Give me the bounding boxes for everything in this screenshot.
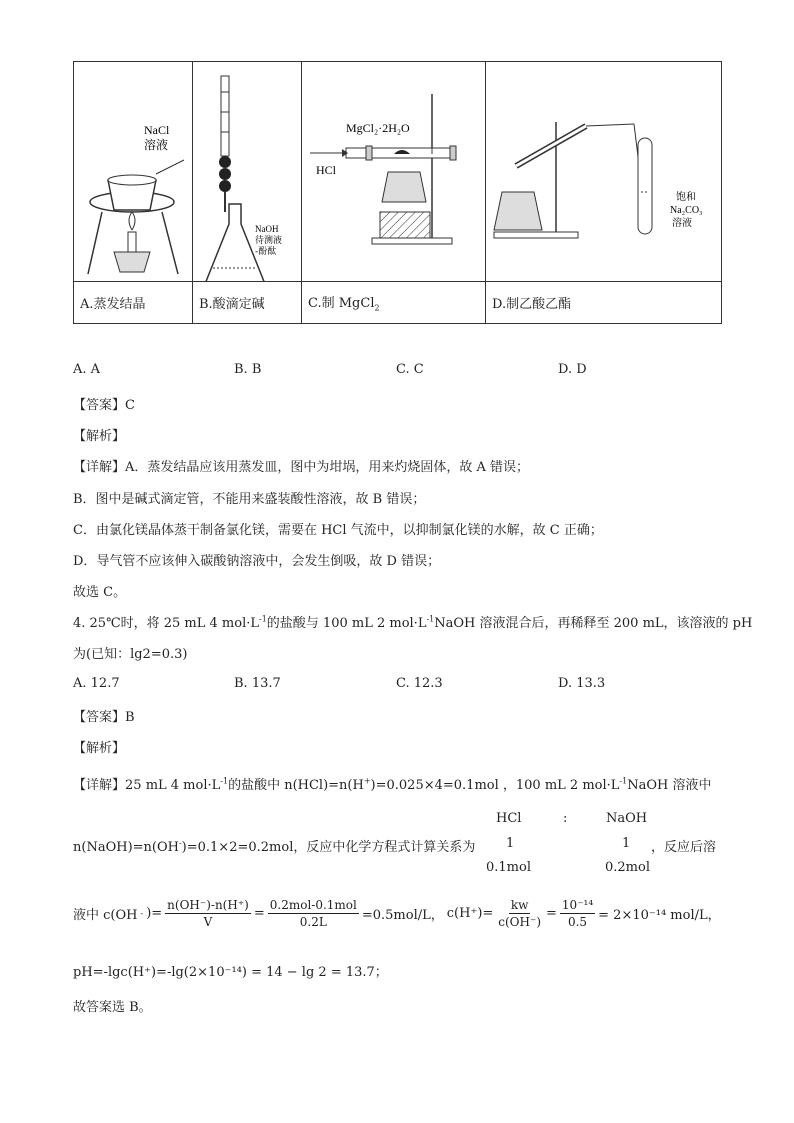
label-saturated: 饱和 [676, 192, 696, 203]
label-nacl: NaCl [144, 123, 170, 137]
ester-figure [486, 62, 722, 281]
figure-c-cell [302, 62, 486, 282]
label-sample: 待测液 [255, 236, 283, 246]
q4-conclusion: 故答案选 B。 [73, 1000, 152, 1015]
figure-b-cell [193, 62, 302, 282]
q4-detail-2-tail: ，反应后溶 [651, 840, 717, 855]
ratio-colon: : [563, 811, 568, 826]
q4-ph-line: pH=-lgc(H⁺)=-lg(2×10⁻¹⁴) = 14 − lg 2 = 13.7； [73, 965, 388, 980]
mgcl2-figure [302, 62, 486, 281]
q4-answer: 【答案】B [73, 710, 135, 725]
q4-option-d: D. 13.3 [558, 676, 606, 691]
label-a: A.蒸发结晶 [74, 282, 193, 324]
fraction-3: $\frac{kw}{c(OH^-)}$ [498, 898, 542, 929]
q4-stem: 4. 25℃时，将 25 mL 4 $mol\cdot L^{-1}$的盐酸与 100 mL 2 $mol\cdot L^{-1}NaOH$ 溶液混合后，再稀释至 200 mL，该溶液的 pH [73, 614, 753, 631]
q3-option-c: C. C [396, 362, 424, 377]
fraction-2: $\frac{\text{0.2mol-0.1mol}}{0.2L}$ [269, 898, 357, 929]
q3-option-d: D. D [558, 362, 587, 377]
titration-figure [193, 62, 302, 281]
fraction-4: $\frac{\text{10⁻¹⁴}}{0.5}$ [561, 898, 594, 929]
q3-detail-d: D．导气管不应该伸入碳酸钠溶液中，会发生倒吸，故 D 错误； [73, 554, 441, 569]
ratio-naoh-mol: 0.2mol [605, 860, 650, 875]
ratio-naoh-coef: 1 [622, 836, 631, 851]
q4-detail-1: 【详解】25 mL 4 $mol\cdot L^{-1}$的盐酸中 n(HCl)=n(H+)=0.025×4=0.1mol ，100 mL 2 $mol\cdot L^{-1}NaOH$ 溶液中 [73, 776, 712, 793]
q4-option-b: B. 13.7 [234, 676, 281, 691]
q3-analysis-tag: 【解析】 [73, 429, 126, 444]
apparatus-table [73, 61, 722, 324]
q4-stem-line2: 为(已知：lg2=0.3) [73, 647, 188, 662]
label-d: D.制乙酸乙酯 [486, 282, 722, 324]
figure-a-cell [74, 62, 193, 282]
q4-analysis-tag: 【解析】 [73, 741, 126, 756]
q4-option-a: A. 12.7 [73, 676, 120, 691]
label-indicator: -酚酞 [255, 247, 277, 257]
label-mgcl2-reagent: MgCl₂·2H₂O [346, 121, 410, 135]
ratio-hcl: HCl [496, 811, 522, 826]
label-b: B.酸滴定碱 [193, 282, 302, 324]
evaporation-figure [74, 62, 193, 281]
ratio-hcl-mol: 0.1mol [486, 860, 531, 875]
q3-option-b: B. B [234, 362, 262, 377]
q3-detail-a: 【详解】A．蒸发结晶应该用蒸发皿，图中为坩埚，用来灼烧固体，故 A 错误； [73, 460, 530, 475]
fraction-1: $\frac{n(OH^-)-n(H^+)}{V}$ [167, 898, 249, 929]
q3-option-a: A. A [73, 362, 101, 377]
q4-detail-3: 液中 c(OH - )= $\frac{n(OH^-)-n(H^+)}{V}$ = $\frac{\text{0.2mol-0.1mol}}{0.2L}$ =0.5mol/L， c(H⁺)= $\frac{kw}{c(OH^-)}$ = $\frac{\text{10⁻¹⁴}}{0.5}$ = 2×10⁻¹⁴ mol/L， [73, 898, 721, 929]
ratio-naoh: NaOH [606, 811, 648, 826]
q3-detail-c: C．由氯化镁晶体蒸干制备氯化镁，需要在 HCl 气流中，以抑制氯化镁的水解，故 C 正确； [73, 523, 603, 538]
label-naoh: NaOH [255, 224, 279, 234]
q3-conclusion: 故选 C。 [73, 585, 127, 600]
q4-detail-2: n(NaOH)=n(OH-)=0.1×2=0.2mol，反应中化学方程式计算关系为 [73, 838, 476, 855]
label-hcl-gas: HCl [316, 163, 337, 177]
q3-detail-b: B．图中是碱式滴定管，不能用来盛装酸性溶液，故 B 错误； [73, 492, 426, 507]
q4-option-c: C. 12.3 [396, 676, 443, 691]
label-na2co3: Na₂CO₃ [670, 205, 703, 216]
figure-d-cell [486, 62, 722, 282]
label-solution-a: 溶液 [144, 138, 169, 152]
label-solution-d: 溶液 [672, 218, 692, 229]
ratio-hcl-coef: 1 [506, 836, 515, 851]
q3-answer: 【答案】C [73, 398, 135, 413]
label-c: C.制 MgCl$_2$ [302, 282, 486, 324]
